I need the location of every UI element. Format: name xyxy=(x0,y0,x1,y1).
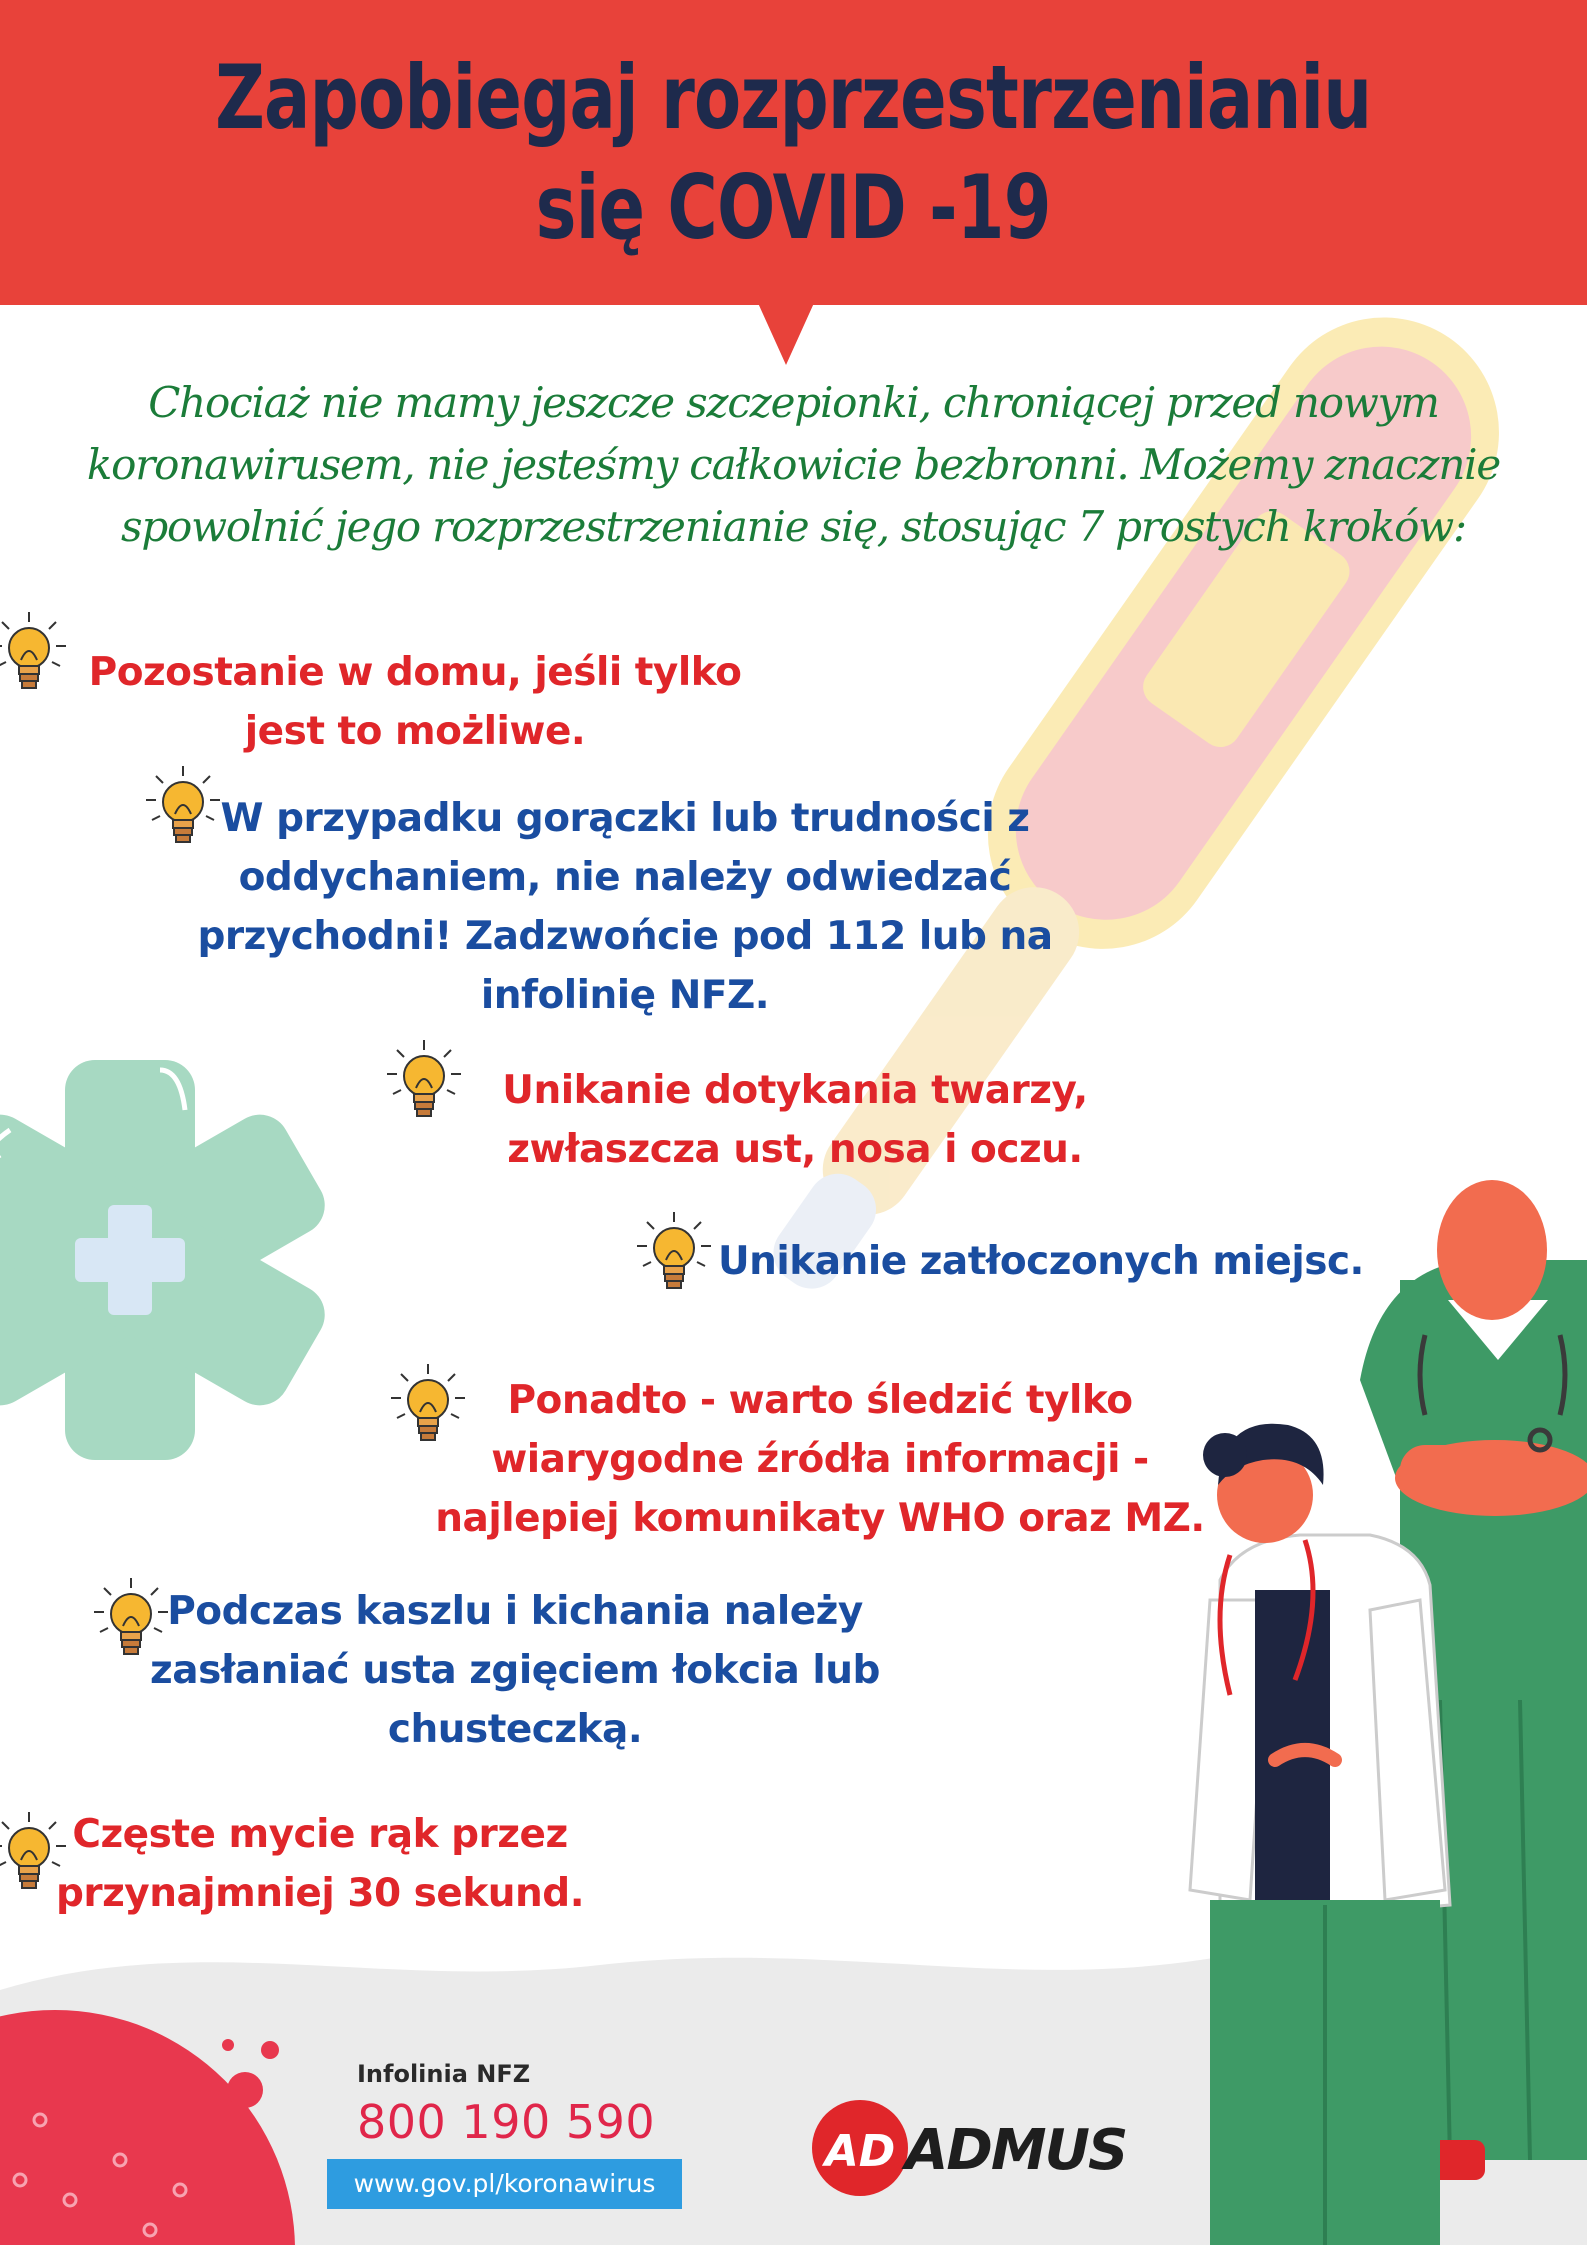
page-title-line1: Zapobiegaj rozprzestrzenianiu xyxy=(215,45,1372,149)
lightbulb-icon xyxy=(0,608,70,700)
website-link[interactable]: www.gov.pl/koronawirus xyxy=(327,2159,682,2209)
intro-paragraph xyxy=(20,372,1567,558)
tip-line: zasłaniać usta zgięciem łokcia lub xyxy=(150,1648,880,1693)
tip-line: Podczas kaszlu i kichania należy xyxy=(167,1589,863,1634)
tip-fever-call xyxy=(195,789,1055,1025)
tip-line: wiarygodne źródła informacji - xyxy=(491,1437,1149,1482)
hotline-number[interactable]: 800 190 590 xyxy=(357,2095,656,2149)
header-banner xyxy=(0,0,1587,305)
lightbulb-icon xyxy=(633,1208,715,1300)
tip-line: chusteczką. xyxy=(387,1707,643,1752)
tip-line: oddychaniem, nie należy odwiedzać xyxy=(238,855,1012,900)
admus-logo-text: ADMUS xyxy=(905,2118,1127,2183)
intro-line: spowolnić jego rozprzestrzenianie się, stosując 7 prostych kroków: xyxy=(121,502,1466,551)
tip-trusted-sources xyxy=(425,1371,1215,1548)
tip-line: Unikanie dotykania twarzy, xyxy=(502,1068,1088,1113)
tip-line: W przypadku gorączki lub trudności z xyxy=(220,796,1030,841)
tip-wash-hands xyxy=(40,1805,600,1923)
hotline-label: Infolinia NFZ xyxy=(357,2060,531,2088)
star-of-life-icon xyxy=(0,1060,336,1460)
intro-line: Chociaż nie mamy jeszcze szczepionki, chroniącej przed nowym xyxy=(148,378,1439,427)
tip-line: Unikanie zatłoczonych miejsc. xyxy=(718,1239,1364,1284)
tip-line: infolinię NFZ. xyxy=(480,973,770,1018)
tip-line: Częste mycie rąk przez xyxy=(72,1812,568,1857)
tip-cover-cough xyxy=(145,1582,885,1759)
tip-line: przynajmniej 30 sekund. xyxy=(55,1871,585,1916)
tip-line: Ponadto - warto śledzić tylko xyxy=(507,1378,1133,1423)
svg-text:AD: AD xyxy=(824,2126,896,2177)
lightbulb-icon xyxy=(383,1036,465,1128)
tip-line: zwłaszcza ust, nosa i oczu. xyxy=(507,1127,1083,1172)
intro-line: koronawirusem, nie jesteśmy całkowicie bezbronni. Możemy znacznie xyxy=(86,440,1501,489)
tip-line: najlepiej komunikaty WHO oraz MZ. xyxy=(435,1496,1205,1541)
banner-pointer xyxy=(758,303,814,365)
tip-no-face-touch xyxy=(455,1061,1135,1179)
tip-avoid-crowds xyxy=(718,1232,1378,1291)
logo-icon xyxy=(812,2100,908,2196)
tip-line: jest to możliwe. xyxy=(244,709,586,754)
tip-stay-home xyxy=(65,643,765,761)
page-title-line2: się COVID -19 xyxy=(535,155,1052,259)
tip-line: Pozostanie w domu, jeśli tylko xyxy=(88,650,742,695)
tip-line: przychodni! Zadzwońcie pod 112 lub na xyxy=(197,914,1053,959)
